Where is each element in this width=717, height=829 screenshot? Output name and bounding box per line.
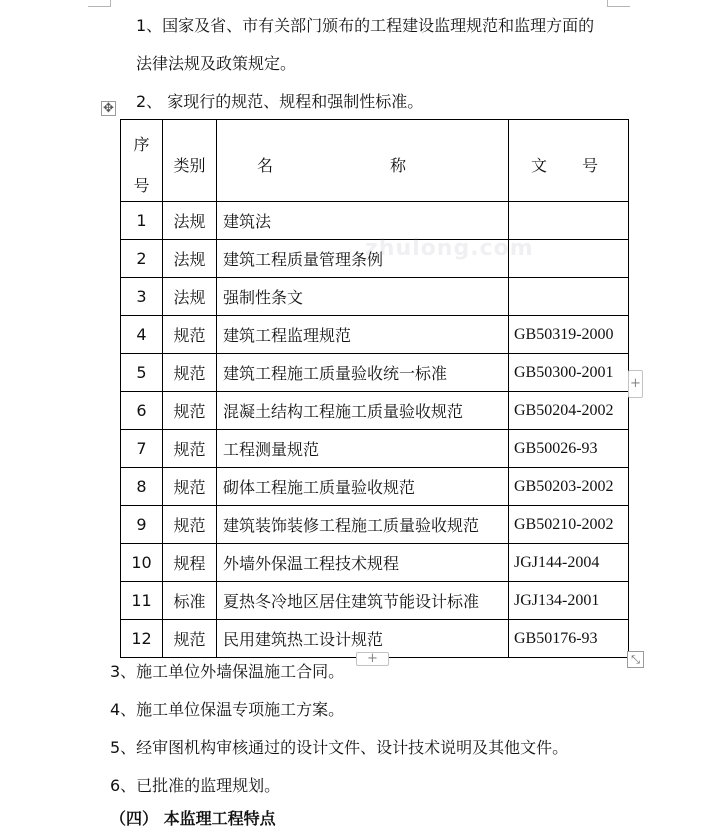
cell-name[interactable]: 砌体工程施工质量验收规范 [217, 468, 509, 506]
header-name-char-1: 名 [257, 155, 274, 175]
cell-code[interactable] [509, 278, 629, 316]
header-cell-number[interactable] [121, 120, 163, 202]
cell-number[interactable]: 10 [121, 544, 163, 582]
cell-category[interactable]: 规范 [163, 620, 217, 658]
list-item-4: 4、施工单位保温专项施工方案。 [110, 700, 345, 719]
add-row-plus-icon[interactable]: + [356, 652, 389, 666]
cell-category[interactable]: 规范 [163, 354, 217, 392]
page-corner-mark-right [607, 0, 630, 7]
standards-table [120, 119, 629, 658]
cell-name[interactable]: 建筑工程监理规范 [217, 316, 509, 354]
cell-number[interactable]: 6 [121, 392, 163, 430]
header-name-char-2: 称 [389, 155, 406, 175]
header-code-char-2: 号 [581, 155, 598, 175]
page-corner-mark-left [88, 0, 111, 7]
table-header-row [121, 120, 629, 202]
cell-category[interactable]: 规范 [163, 468, 217, 506]
cell-number[interactable]: 7 [121, 430, 163, 468]
header-code-char-1: 文 [531, 155, 548, 175]
cell-name[interactable]: 强制性条文 [217, 278, 509, 316]
cell-number[interactable]: 4 [121, 316, 163, 354]
header-cell-code[interactable] [509, 120, 629, 202]
cell-category[interactable]: 规范 [163, 506, 217, 544]
table-row [121, 316, 629, 354]
table-row [121, 278, 629, 316]
cell-category[interactable]: 规范 [163, 316, 217, 354]
cell-category[interactable]: 法规 [163, 278, 217, 316]
watermark: zhulong.com [365, 236, 534, 261]
cell-name[interactable]: 夏热冬冷地区居住建筑节能设计标准 [217, 582, 509, 620]
table-row [121, 582, 629, 620]
table-row [121, 544, 629, 582]
cell-name[interactable]: 建筑法 [217, 202, 509, 240]
cell-code[interactable]: GB50203-2002 [509, 468, 629, 506]
cell-code[interactable]: JGJ144-2004 [509, 544, 629, 582]
cell-code[interactable]: GB50300-2001 [509, 354, 629, 392]
cell-number[interactable]: 12 [121, 620, 163, 658]
cell-number[interactable]: 3 [121, 278, 163, 316]
cell-name[interactable]: 建筑工程质量管理条例 [217, 240, 509, 278]
cell-number[interactable]: 1 [121, 202, 163, 240]
header-cell-category[interactable] [163, 120, 217, 202]
cell-number[interactable]: 5 [121, 354, 163, 392]
cell-name[interactable]: 民用建筑热工设计规范 [217, 620, 509, 658]
intro-line-2: 法律法规及政策规定。 [136, 54, 297, 73]
table-row [121, 392, 629, 430]
intro-line-1: 1、国家及省、市有关部门颁布的工程建设监理规范和监理方面的 [136, 16, 595, 35]
header-category-label: 类别 [173, 155, 206, 175]
table-resize-icon[interactable]: ⤡ [627, 651, 644, 668]
cell-number[interactable]: 2 [121, 240, 163, 278]
table-move-handle-icon[interactable]: ✥ [101, 101, 116, 116]
cell-name[interactable]: 建筑工程施工质量验收统一标准 [217, 354, 509, 392]
cell-name[interactable]: 外墙外保温工程技术规程 [217, 544, 509, 582]
header-number-char-1: 序 [133, 135, 150, 154]
cell-code[interactable]: GB50026-93 [509, 430, 629, 468]
cell-category[interactable]: 法规 [163, 202, 217, 240]
cell-code[interactable] [509, 202, 629, 240]
cell-number[interactable]: 11 [121, 582, 163, 620]
cell-code[interactable]: GB50176-93 [509, 620, 629, 658]
cell-name[interactable]: 建筑装饰装修工程施工质量验收规范 [217, 506, 509, 544]
table-row [121, 430, 629, 468]
cell-code[interactable]: GB50319-2000 [509, 316, 629, 354]
cell-category[interactable]: 规程 [163, 544, 217, 582]
add-column-plus-icon[interactable]: + [628, 370, 643, 398]
table-row [121, 506, 629, 544]
list-item-5: 5、经审图机构审核通过的设计文件、设计技术说明及其他文件。 [110, 738, 569, 757]
cell-code[interactable]: GB50210-2002 [509, 506, 629, 544]
cell-name[interactable]: 混凝土结构工程施工质量验收规范 [217, 392, 509, 430]
cell-category[interactable]: 规范 [163, 430, 217, 468]
intro-line-3: 2、 家现行的规范、规程和强制性标准。 [136, 92, 424, 111]
next-section-heading: （四） 本监理工程特点 [110, 809, 276, 828]
list-item-3: 3、施工单位外墙保温施工合同。 [110, 662, 345, 681]
table-row [121, 354, 629, 392]
cell-category[interactable]: 法规 [163, 240, 217, 278]
header-number-char-2: 号 [133, 176, 150, 195]
cell-name[interactable]: 工程测量规范 [217, 430, 509, 468]
table-row [121, 468, 629, 506]
cell-category[interactable]: 规范 [163, 392, 217, 430]
cell-number[interactable]: 9 [121, 506, 163, 544]
cell-category[interactable]: 标准 [163, 582, 217, 620]
header-cell-name[interactable] [217, 120, 509, 202]
cell-number[interactable]: 8 [121, 468, 163, 506]
list-item-6: 6、已批准的监理规划。 [110, 776, 281, 795]
cell-code[interactable]: GB50204-2002 [509, 392, 629, 430]
cell-code[interactable]: JGJ134-2001 [509, 582, 629, 620]
table-row [121, 202, 629, 240]
